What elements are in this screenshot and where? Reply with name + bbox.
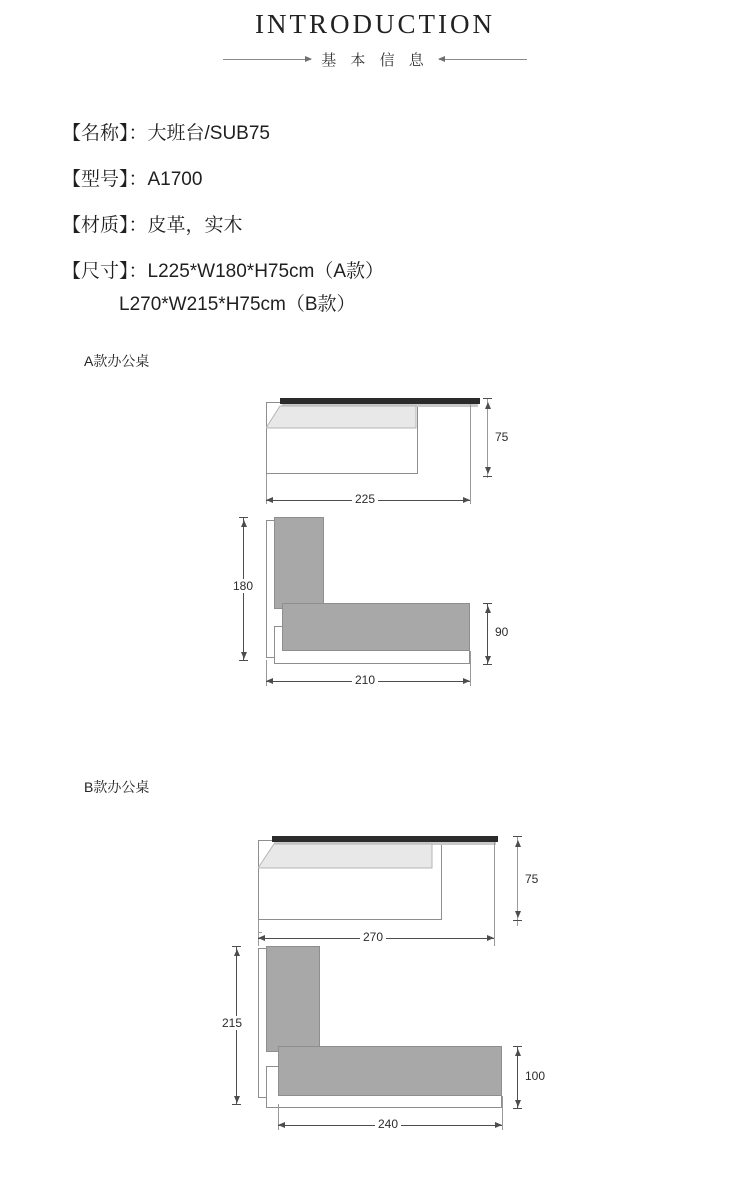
b-depth-label: 215: [219, 1016, 245, 1030]
header-subtitle: 基 本 信 息: [321, 52, 429, 70]
spec-size-line-1: 【尺寸】：L225*W180*H75cm（A款）: [62, 260, 385, 282]
b-height-tick-bottom: [513, 920, 522, 921]
b-plan-width-ext-right: [502, 1096, 503, 1130]
header-subtitle-row: [0, 49, 750, 70]
b-plan-return-top: [266, 946, 320, 1052]
spec-model: 【型号】：A1700: [62, 169, 203, 191]
b-width-arrow-right: [487, 935, 494, 941]
b-plan-width-arrow-left: [278, 1122, 285, 1128]
b-height-tick-top: [513, 836, 522, 837]
b-return-arrow-up: [515, 1049, 521, 1056]
spec-size-line-2: L270*W215*H75cm（B款）: [119, 294, 356, 316]
b-depth-tick-bottom: [232, 1104, 241, 1105]
b-plan-width-label: 240: [375, 1117, 401, 1131]
page-header: [0, 0, 750, 70]
b-depth-tick-top: [232, 946, 241, 947]
a-return-arrow-up: [485, 606, 491, 613]
spec-list: [62, 122, 750, 317]
a-return-tick-bottom: [483, 664, 492, 665]
a-height-label: 75: [492, 430, 511, 444]
b-depth-arrow-up: [234, 949, 240, 956]
b-return-tick-bottom: [513, 1108, 522, 1109]
a-plan-width-label: 210: [352, 673, 378, 687]
a-side-shelf-icon: [266, 404, 426, 430]
b-return-label: 100: [522, 1069, 548, 1083]
b-width-arrow-left: [258, 935, 265, 941]
spec-name: 【名称】：大班台/SUB75: [62, 123, 270, 145]
a-height-arrow-down: [485, 467, 491, 474]
a-plan-width-arrow-right: [463, 678, 470, 684]
a-height-tick-bottom: [483, 476, 492, 477]
a-plan-width-arrow-left: [266, 678, 273, 684]
a-width-arrow-left: [266, 497, 273, 503]
a-depth-tick-bottom: [239, 660, 248, 661]
b-width-ext-left-v: [258, 920, 259, 946]
a-width-label: 225: [352, 492, 378, 506]
a-return-tick-top: [483, 603, 492, 604]
b-depth-arrow-down: [234, 1096, 240, 1103]
a-depth-label: 180: [230, 579, 256, 593]
b-width-ext-right-v: [494, 842, 495, 946]
a-return-arrow-down: [485, 656, 491, 663]
drawing-model-b: [0, 808, 750, 1168]
b-return-arrow-down: [515, 1100, 521, 1107]
b-width-label: 270: [360, 930, 386, 944]
divider-left-icon: [223, 59, 311, 60]
page-title: INTRODUCTION: [255, 9, 495, 39]
section-caption-a: A款办公桌: [84, 353, 150, 369]
a-height-ext-line: [487, 398, 488, 478]
b-plan-main-top: [278, 1046, 502, 1096]
a-height-arrow-up: [485, 402, 491, 409]
a-height-tick-top: [483, 398, 492, 399]
spec-size: [62, 260, 750, 318]
divider-right-icon: [439, 59, 527, 60]
a-return-label: 90: [492, 625, 511, 639]
a-width-ext-right: [470, 404, 471, 504]
a-depth-arrow-up: [241, 520, 247, 527]
b-plan-width-arrow-right: [495, 1122, 502, 1128]
a-plan-return-top: [274, 517, 324, 609]
b-height-label: 75: [522, 872, 541, 886]
spec-material: 【材质】：皮革，实木: [62, 214, 243, 236]
b-height-arrow-down: [515, 911, 521, 918]
b-height-arrow-up: [515, 840, 521, 847]
a-width-arrow-right: [463, 497, 470, 503]
b-side-shelf-icon: [258, 842, 442, 870]
a-plan-width-ext-right: [470, 651, 471, 686]
a-plan-main-top: [282, 603, 470, 651]
a-depth-arrow-down: [241, 652, 247, 659]
section-caption-b: B款办公桌: [84, 779, 150, 795]
b-return-tick-top: [513, 1046, 522, 1047]
drawing-model-a: [0, 380, 750, 720]
a-depth-tick-top: [239, 517, 248, 518]
